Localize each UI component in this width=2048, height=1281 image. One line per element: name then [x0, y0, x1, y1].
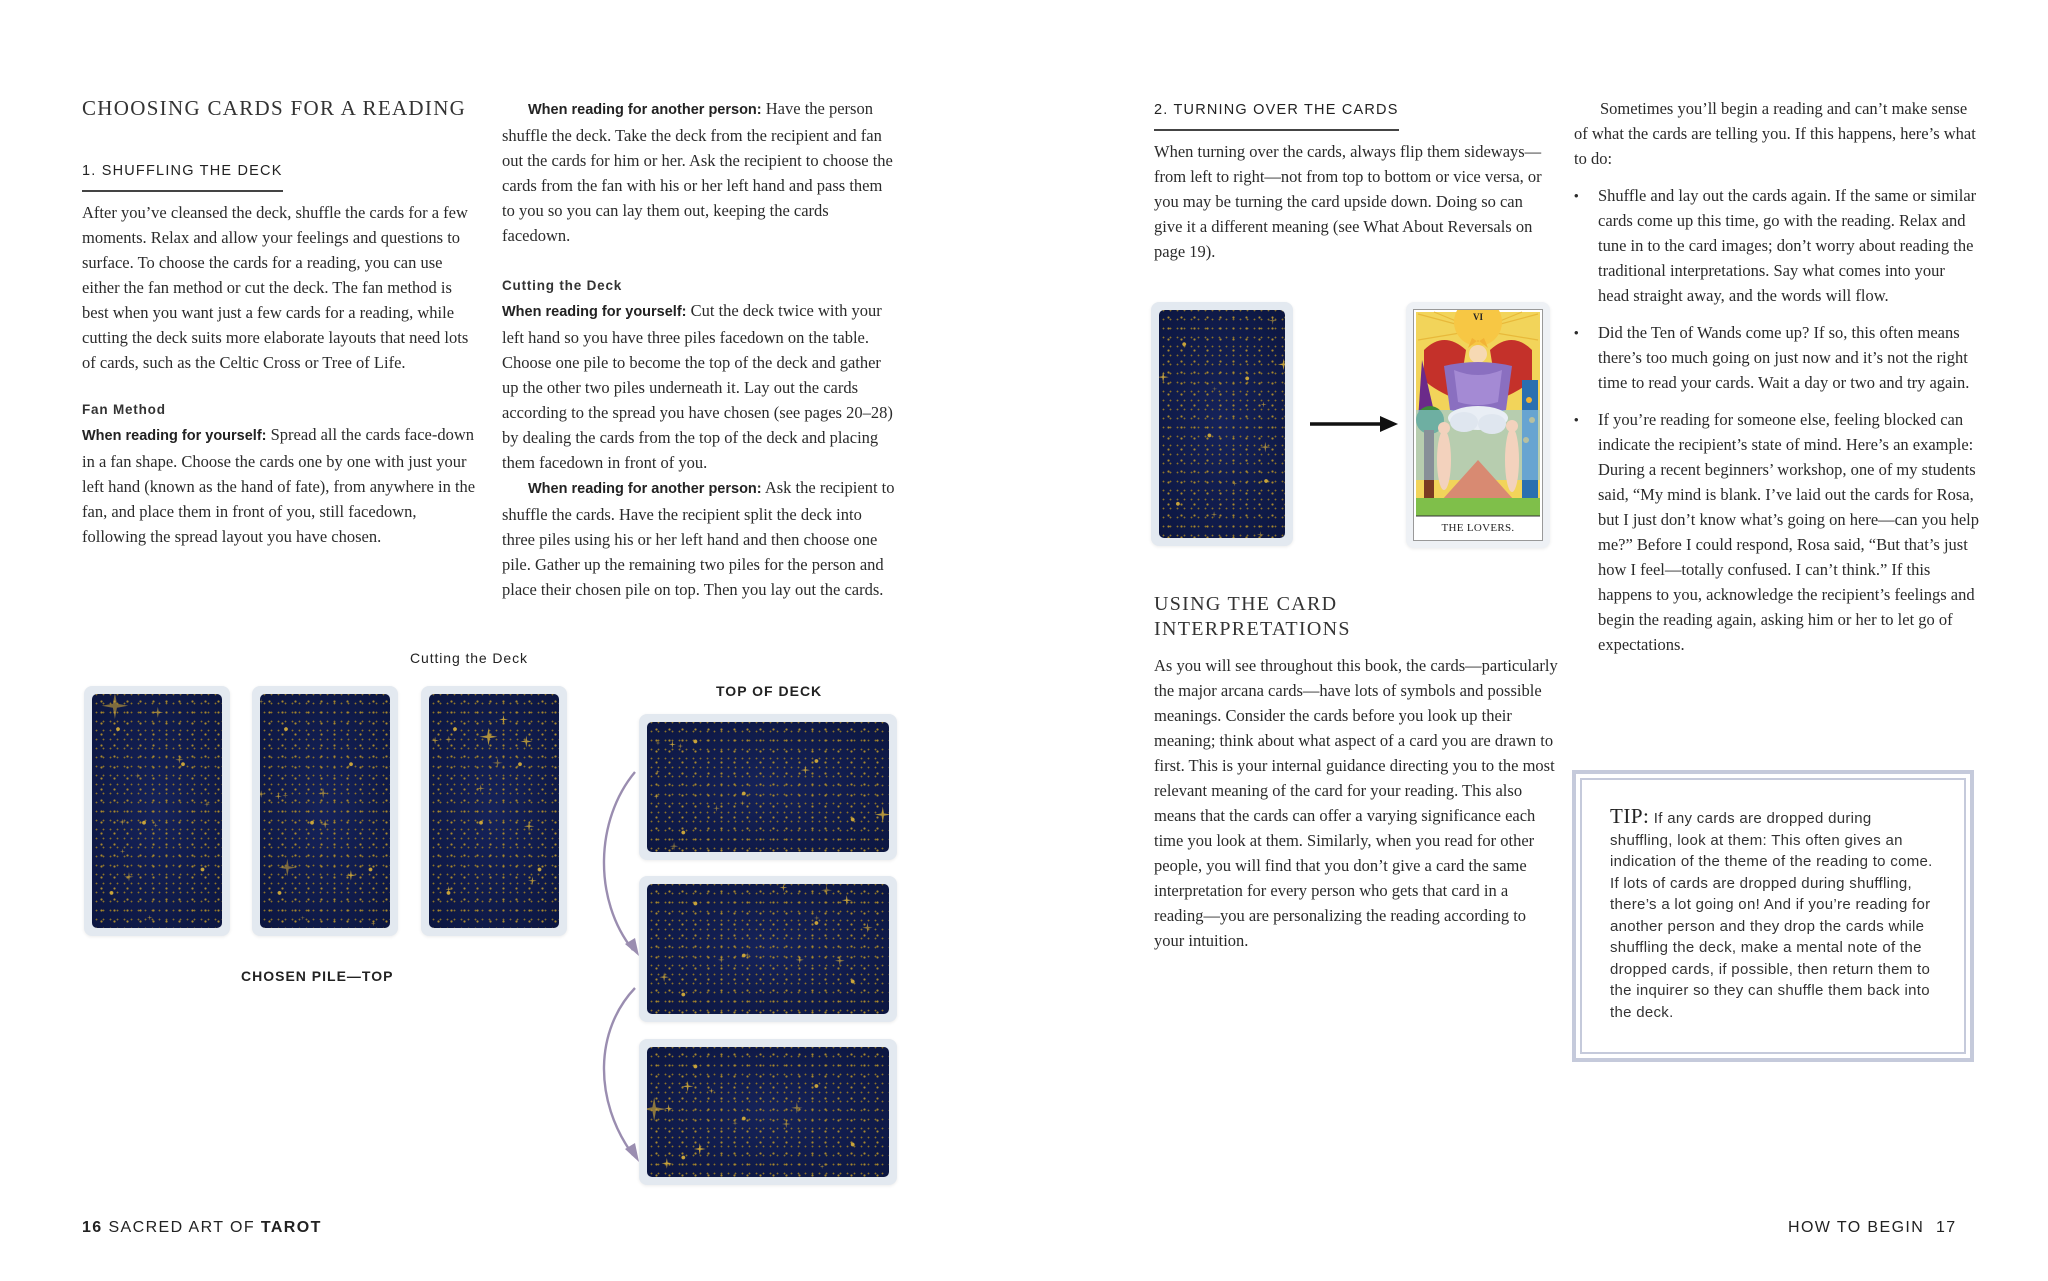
blocked-intro-paragraph: Sometimes you’ll begin a reading and can’t make sense of what the cards are telling you. If this happens, here’s what to do: — [1574, 99, 1976, 168]
turning-over-paragraph: When turning over the cards, always flip them sideways—from left to right—not from top to bottom or vice versa, or you may be turning the card upside down. Doing so can give it a different meaning (see What About Reversals on page 19). — [1154, 142, 1542, 261]
cutting-deck-heading: Cutting the Deck — [502, 278, 623, 293]
fan-another-lead: When reading for another person: — [528, 102, 762, 118]
fan-another-text: Have the person shuffle the deck. Take the deck from the recipient and fan out the cards for him or her. Ask the recipient to choose the cards from the fan with his or her left hand and pass them to you so you can lay them out, keeping the cards facedown. — [502, 99, 893, 245]
right-page-number: 17 — [1935, 1219, 1957, 1236]
cut-yourself-lead: When reading for yourself: — [502, 304, 687, 320]
lovers-card-artwork — [1413, 309, 1543, 541]
tip-text: If any cards are dropped during shuffling, look at them: This often gives an indication of the theme of the reading to come. If lots of cards are dropped during shuffling, there’s a lot going on! And if you’re reading for another person and they drop the cards while shuffling the deck, make a mental note of the dropped cards, if possible, then return them to the inquirer so they can shuffle them back into the deck. — [1610, 810, 1933, 1021]
card-back-pattern — [92, 694, 222, 928]
star-pattern-icon — [647, 884, 889, 1014]
interpretations-paragraph: As you will see throughout this book, the cards—particularly the major arcana cards—have lots of symbols and possible meanings. Consider the cards before you look up their meaning; think about what aspect of a card you are drawn to first. This is your internal guidance directing you to the most relevant meaning of the card for your reading. This also means that the cards can offer a varying significance each time you look at them. Similarly, when you read for other people, you will find that you don’t give a card the same interpretation for every person who gets that card in a reading—you are personalizing the reading according to your intuition. — [1154, 656, 1558, 950]
stacked-card-bottom — [639, 1039, 897, 1185]
card-back-pattern — [647, 1047, 889, 1177]
card-pile-3 — [421, 686, 567, 936]
lovers-card-name: THE LOVERS. — [1441, 522, 1515, 534]
interpretations-heading-line2: INTERPRETATIONS — [1154, 618, 1351, 640]
interpretations-section — [1154, 592, 1559, 953]
star-pattern-icon — [1159, 310, 1285, 538]
star-pattern-icon — [92, 694, 222, 928]
blocked-tips-list — [1574, 183, 1979, 657]
top-of-deck-caption: TOP OF DECK — [716, 683, 823, 699]
fan-method-yourself-paragraph — [82, 422, 477, 549]
lovers-card-numeral: VI — [1472, 312, 1483, 322]
book-title-bold: TAROT — [260, 1219, 322, 1236]
card-pile-2 — [252, 686, 398, 936]
fan-yourself-lead: When reading for yourself: — [82, 428, 267, 444]
left-page-number: 16 — [82, 1219, 103, 1236]
left-page-column-2 — [502, 96, 897, 602]
chapter-heading: CHOOSING CARDS FOR A READING — [82, 96, 467, 120]
book-title-regular: SACRED ART OF — [108, 1219, 261, 1236]
cut-yourself-text: Cut the deck twice with your left hand so you have three piles facedown on the table. Choose one pile to become the top of the deck and gather up the other two piles underneath it. Lay out the cards according to the spread you have chosen (see pages 20–28) by dealing the cards from the top of the deck and placing them facedown in front of you. — [502, 301, 893, 472]
star-pattern-icon — [647, 1047, 889, 1177]
right-page-footer — [1788, 1219, 1957, 1237]
stacked-card-top — [639, 714, 897, 860]
faceup-card-the-lovers — [1406, 302, 1550, 548]
interpretations-heading — [1154, 592, 1559, 642]
card-back-pattern — [647, 884, 889, 1014]
cutting-yourself-paragraph — [502, 298, 897, 475]
list-item: • If you’re reading for someone else, feeling blocked can indicate the recipient’s state of mind. Here’s an example: During a recent beginners’ workshop, one of my students said, “My mind is blank. I’ve laid out the cards for Rosa, but I just don’t know what’s going on here—can you help me?” Before I could respond, Rosa said, “But that’s just how I feel—totally confused. I can’t think.” If this happens to you, acknowledge the recipient’s feelings and begin the reading again, asking him or her to let go of expectations. — [1574, 407, 1979, 657]
stacked-card-middle — [639, 876, 897, 1022]
arrow-right-icon — [1308, 414, 1400, 434]
section-footer-title: HOW TO BEGIN — [1788, 1219, 1925, 1236]
cut-another-lead: When reading for another person: — [528, 481, 762, 497]
list-item: • Did the Ten of Wands come up? If so, this often means there’s too much going on just now and it’s not the right time to read your cards. Wait a day or two and try again. — [1574, 320, 1979, 395]
fan-method-heading: Fan Method — [82, 402, 166, 417]
left-page-footer — [82, 1219, 322, 1237]
fan-yourself-text: Spread all the cards face-down in a fan shape. Choose the cards one by one with just your left hand (known as the hand of fate), from anywhere in the fan, and place them in front of you, still facedown, following the spread layout you have chosen. — [82, 425, 476, 546]
card-back-pattern — [1159, 310, 1285, 538]
tip-callout-box — [1572, 770, 1974, 1062]
card-back-pattern — [260, 694, 390, 928]
right-page-column-1 — [1154, 96, 1554, 264]
fan-method-another-paragraph — [502, 96, 897, 248]
cutting-another-paragraph — [502, 475, 897, 602]
facedown-card — [1151, 302, 1293, 546]
list-item: • Shuffle and lay out the cards again. If the same or similar cards come up this time, go with the reading. Relax and tune in to the card images; don’t worry about reading the traditional interpretations. Say what comes into your head straight away, and the words will flow. — [1574, 183, 1979, 308]
chosen-pile-caption: CHOSEN PILE—TOP — [241, 968, 394, 984]
lovers-illustration-icon — [1414, 310, 1542, 540]
interpretations-heading-line1: USING THE CARD — [1154, 593, 1338, 615]
card-back-pattern — [647, 722, 889, 852]
shuffling-intro-paragraph: After you’ve cleansed the deck, shuffle the cards for a few moments. Relax and allow your feelings and questions to surface. To choose the cards for a reading, you can use either the fan method or cut the deck. The fan method is best when you want just a few cards for a reading, while cutting the deck suits more elaborate layouts that need lots of cards, such as the Celtic Cross or Tree of Life. — [82, 203, 469, 372]
card-back-pattern — [429, 694, 559, 928]
star-pattern-icon — [647, 722, 889, 852]
section-heading-turning-over: 2. TURNING OVER THE CARDS — [1154, 98, 1399, 131]
section-heading-shuffling: 1. SHUFFLING THE DECK — [82, 159, 283, 192]
card-pile-1 — [84, 686, 230, 936]
left-page-column-1 — [82, 96, 477, 549]
right-page-column-2 — [1574, 96, 1979, 669]
figure-title-cutting-deck: Cutting the Deck — [410, 650, 528, 666]
tip-callout-inner — [1580, 778, 1966, 1054]
star-pattern-icon — [429, 694, 559, 928]
star-pattern-icon — [260, 694, 390, 928]
tip-label: TIP: — [1610, 804, 1650, 828]
curved-arrow-icon — [585, 760, 645, 1180]
cut-another-text: Ask the recipient to shuffle the cards. Have the recipient split the deck into three piles using his or her left hand and then choose one pile. Gather up the remaining two piles for the person and place their chosen pile on top. Then you lay out the cards. — [502, 478, 895, 599]
